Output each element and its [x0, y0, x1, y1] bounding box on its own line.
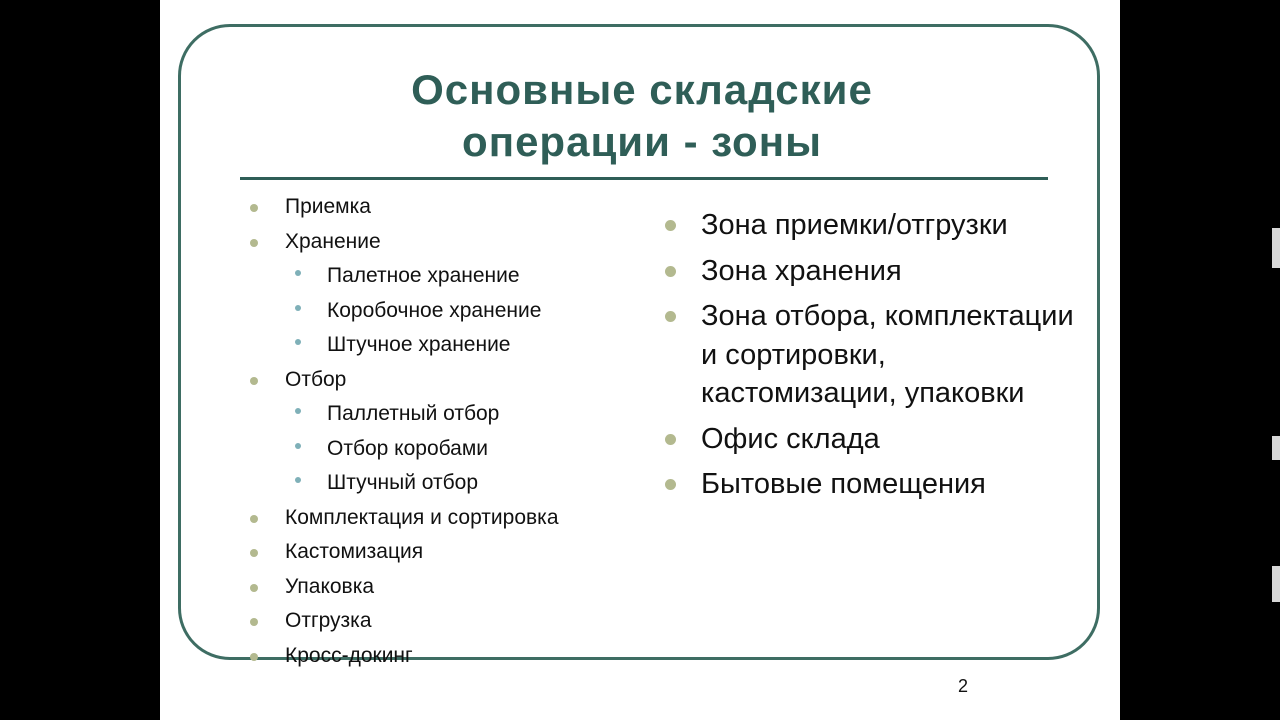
list-item-text: Паллетный отбор — [327, 402, 500, 425]
list-item — [248, 501, 648, 536]
slide-title — [160, 64, 1120, 168]
list-subitem — [248, 259, 648, 294]
list-item — [248, 604, 648, 639]
page-number: 2 — [958, 676, 969, 696]
list-item-text: Приемка — [285, 195, 371, 218]
list-item — [665, 206, 1075, 245]
bullet-icon — [295, 305, 301, 311]
bullet-icon — [295, 477, 301, 483]
bullet-icon — [665, 311, 676, 322]
list-item — [248, 535, 648, 570]
list-item — [248, 639, 648, 674]
list-item-text: Зона отбора, комплектации и сортировки, кастомизации, упаковки — [701, 300, 1074, 409]
bullet-icon — [250, 584, 258, 592]
bullet-icon — [665, 434, 676, 445]
bullet-icon — [250, 515, 258, 523]
list-item-text: Бытовые помещения — [701, 468, 986, 500]
list-item-text: Отбор коробами — [327, 436, 489, 460]
list-item-text: Зона приемки/отгрузки — [701, 209, 1008, 241]
list-item-text: Коробочное хранение — [327, 298, 542, 322]
list-item-text: Офис склада — [701, 422, 880, 455]
bullet-icon — [665, 220, 676, 231]
list-subitem — [248, 466, 648, 501]
list-item-text: Отгрузка — [285, 609, 372, 632]
bullet-icon — [665, 266, 676, 277]
bullet-icon — [250, 377, 258, 385]
list-item-text: Штучный отбор — [327, 471, 479, 494]
slide-title-line-2: операции - зоны — [462, 118, 822, 165]
bullet-icon — [250, 618, 258, 626]
bullet-icon — [250, 549, 258, 557]
list-item-text: Упаковка — [285, 574, 375, 598]
bullet-icon — [250, 204, 258, 212]
list-subitem — [248, 294, 648, 329]
edge-artifact — [1272, 228, 1280, 268]
bullet-icon — [250, 239, 258, 247]
title-divider — [240, 177, 1048, 180]
list-item-text: Комплектация и сортировка — [285, 505, 559, 529]
operations-list — [248, 190, 648, 673]
slide — [160, 0, 1120, 720]
list-item — [248, 570, 648, 605]
edge-artifact — [1272, 566, 1280, 602]
list-item-text: Отбор — [285, 367, 347, 391]
list-item — [665, 297, 1075, 413]
list-item — [248, 225, 648, 260]
zones-list — [665, 206, 1075, 511]
list-item-text: Хранение — [285, 229, 381, 253]
list-item-text: Кросс-докинг — [285, 643, 413, 667]
list-item-text: Кастомизация — [285, 540, 424, 563]
bullet-icon — [295, 443, 301, 449]
bullet-icon — [250, 653, 258, 661]
bullet-icon — [295, 408, 301, 414]
list-item — [665, 465, 1075, 504]
list-item-text: Зона хранения — [701, 254, 902, 287]
list-subitem — [248, 328, 648, 363]
edge-artifact — [1272, 436, 1280, 460]
list-item — [248, 363, 648, 398]
bullet-icon — [665, 479, 676, 490]
slide-title-line-1: Основные складские — [411, 66, 873, 113]
bullet-icon — [295, 270, 301, 276]
list-item — [248, 190, 648, 225]
bullet-icon — [295, 339, 301, 345]
list-item — [665, 252, 1075, 291]
list-item-text: Палетное хранение — [327, 264, 520, 287]
list-item — [665, 420, 1075, 459]
list-subitem — [248, 397, 648, 432]
list-item-text: Штучное хранение — [327, 333, 511, 356]
list-subitem — [248, 432, 648, 467]
